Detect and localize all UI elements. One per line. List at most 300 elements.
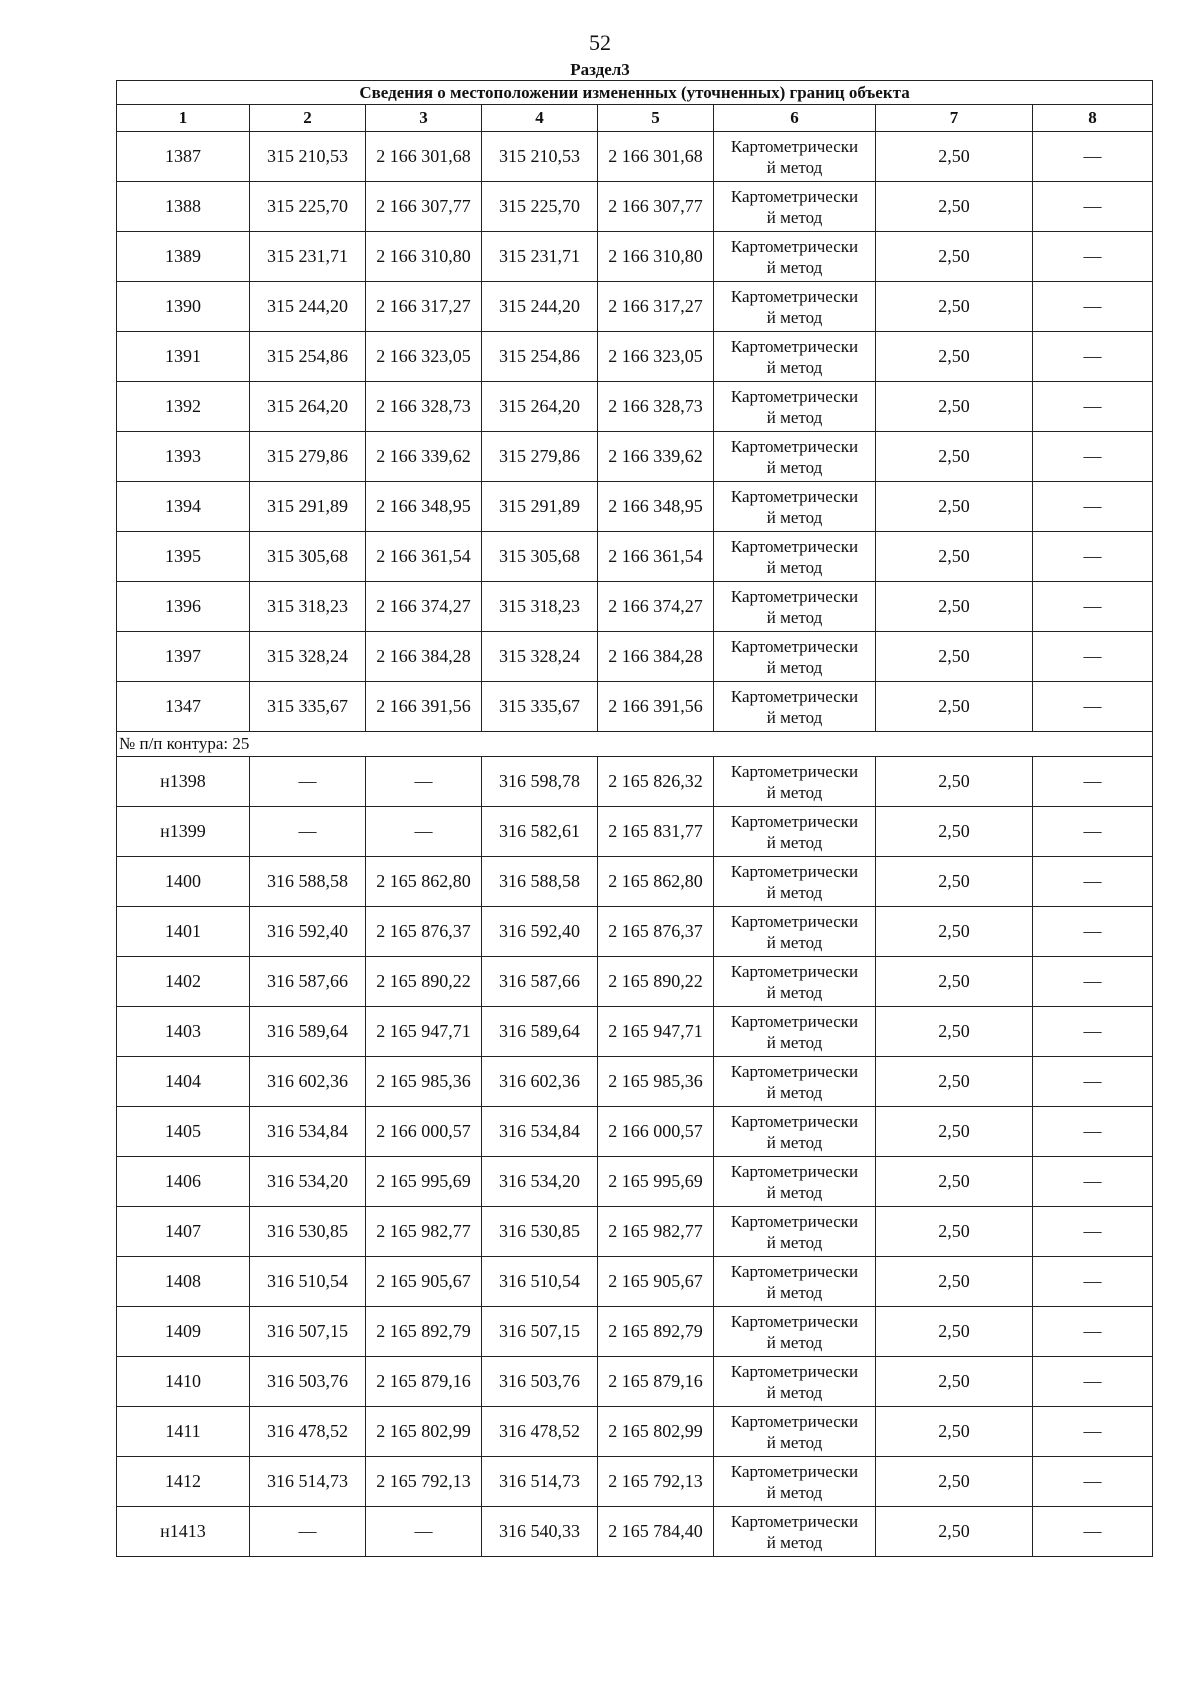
description-cell: — — [1033, 532, 1153, 582]
old-x-cell: 316 534,84 — [250, 1107, 366, 1157]
new-x-cell: 315 231,71 — [482, 232, 598, 282]
table-row — [117, 1257, 1153, 1307]
old-y-cell: 2 166 310,80 — [366, 232, 482, 282]
method-line-1: Картометрически — [730, 1011, 859, 1031]
method-cell — [714, 1507, 876, 1557]
old-x-cell: — — [250, 757, 366, 807]
description-cell: — — [1033, 757, 1153, 807]
method-cell — [714, 282, 876, 332]
table-row — [117, 482, 1153, 532]
old-y-cell: 2 165 879,16 — [366, 1357, 482, 1407]
new-y-cell: 2 165 892,79 — [598, 1307, 714, 1357]
old-y-cell: — — [366, 1507, 482, 1557]
method-cell — [714, 1307, 876, 1357]
new-y-cell: 2 166 310,80 — [598, 232, 714, 282]
description-cell: — — [1033, 482, 1153, 532]
table-row — [117, 1457, 1153, 1507]
method-line-1: Картометрически — [730, 536, 859, 556]
old-x-cell: 316 592,40 — [250, 907, 366, 957]
table-row — [117, 1057, 1153, 1107]
old-x-cell: 316 503,76 — [250, 1357, 366, 1407]
method-line-1: Картометрически — [730, 336, 859, 356]
accuracy-cell: 2,50 — [876, 1007, 1033, 1057]
method-cell — [714, 1257, 876, 1307]
method-cell — [714, 907, 876, 957]
method-line-1: Картометрически — [730, 686, 859, 706]
old-y-cell: 2 165 876,37 — [366, 907, 482, 957]
new-y-cell: 2 165 985,36 — [598, 1057, 714, 1107]
accuracy-cell: 2,50 — [876, 1257, 1033, 1307]
method-line-1: Картометрически — [730, 636, 859, 656]
column-header: 2 — [250, 105, 366, 132]
new-y-cell: 2 165 982,77 — [598, 1207, 714, 1257]
description-cell: — — [1033, 1357, 1153, 1407]
column-header: 6 — [714, 105, 876, 132]
table-row — [117, 432, 1153, 482]
old-x-cell: — — [250, 1507, 366, 1557]
old-x-cell: 315 291,89 — [250, 482, 366, 532]
new-x-cell: 316 507,15 — [482, 1307, 598, 1357]
method-line-2: й метод — [766, 557, 823, 577]
method-line-2: й метод — [766, 457, 823, 477]
contour-row — [117, 732, 1153, 757]
old-x-cell: 315 225,70 — [250, 182, 366, 232]
old-y-cell: 2 165 792,13 — [366, 1457, 482, 1507]
accuracy-cell: 2,50 — [876, 857, 1033, 907]
method-cell — [714, 382, 876, 432]
new-x-cell: 315 225,70 — [482, 182, 598, 232]
new-y-cell: 2 165 995,69 — [598, 1157, 714, 1207]
method-cell — [714, 182, 876, 232]
page-number: 52 — [589, 30, 611, 55]
method-line-1: Картометрически — [730, 1061, 859, 1081]
description-cell: — — [1033, 632, 1153, 682]
method-line-2: й метод — [766, 832, 823, 852]
new-x-cell: 315 305,68 — [482, 532, 598, 582]
description-cell: — — [1033, 432, 1153, 482]
old-y-cell: 2 166 323,05 — [366, 332, 482, 382]
new-y-cell: 2 165 890,22 — [598, 957, 714, 1007]
point-number-cell: 1395 — [117, 532, 250, 582]
method-line-1: Картометрически — [730, 486, 859, 506]
old-x-cell: 316 602,36 — [250, 1057, 366, 1107]
new-x-cell: 315 254,86 — [482, 332, 598, 382]
method-cell — [714, 1157, 876, 1207]
old-y-cell: 2 165 905,67 — [366, 1257, 482, 1307]
method-cell — [714, 1357, 876, 1407]
new-x-cell: 316 503,76 — [482, 1357, 598, 1407]
new-x-cell: 316 510,54 — [482, 1257, 598, 1307]
new-y-cell: 2 166 328,73 — [598, 382, 714, 432]
table-row — [117, 132, 1153, 182]
new-y-cell: 2 166 317,27 — [598, 282, 714, 332]
new-y-cell: 2 166 339,62 — [598, 432, 714, 482]
new-x-cell: 316 598,78 — [482, 757, 598, 807]
new-y-cell: 2 166 391,56 — [598, 682, 714, 732]
point-number-cell: 1406 — [117, 1157, 250, 1207]
method-line-1: Картометрически — [730, 1111, 859, 1131]
old-x-cell: 316 588,58 — [250, 857, 366, 907]
new-y-cell: 2 166 361,54 — [598, 532, 714, 582]
table-row — [117, 957, 1153, 1007]
method-cell — [714, 632, 876, 682]
new-y-cell: 2 166 307,77 — [598, 182, 714, 232]
table-row — [117, 182, 1153, 232]
point-number-cell: н1413 — [117, 1507, 250, 1557]
point-number-cell: 1388 — [117, 182, 250, 232]
description-cell: — — [1033, 1007, 1153, 1057]
method-line-2: й метод — [766, 1332, 823, 1352]
method-line-2: й метод — [766, 157, 823, 177]
contour-label: № п/п контура: 25 — [117, 732, 1153, 757]
method-line-1: Картометрически — [730, 1211, 859, 1231]
accuracy-cell: 2,50 — [876, 757, 1033, 807]
new-x-cell: 315 291,89 — [482, 482, 598, 532]
new-y-cell: 2 165 831,77 — [598, 807, 714, 857]
description-cell: — — [1033, 1057, 1153, 1107]
old-x-cell: 315 244,20 — [250, 282, 366, 332]
table-row — [117, 1207, 1153, 1257]
table-row — [117, 682, 1153, 732]
new-x-cell: 315 244,20 — [482, 282, 598, 332]
old-x-cell: 316 507,15 — [250, 1307, 366, 1357]
method-cell — [714, 857, 876, 907]
method-line-1: Картометрически — [730, 811, 859, 831]
table-row — [117, 1357, 1153, 1407]
old-y-cell: 2 166 000,57 — [366, 1107, 482, 1157]
method-line-2: й метод — [766, 1232, 823, 1252]
description-cell: — — [1033, 332, 1153, 382]
table-row — [117, 1157, 1153, 1207]
accuracy-cell: 2,50 — [876, 1357, 1033, 1407]
old-y-cell: — — [366, 807, 482, 857]
method-cell — [714, 582, 876, 632]
method-line-2: й метод — [766, 507, 823, 527]
point-number-cell: 1387 — [117, 132, 250, 182]
old-y-cell: 2 165 982,77 — [366, 1207, 482, 1257]
new-x-cell: 316 514,73 — [482, 1457, 598, 1507]
column-header: 4 — [482, 105, 598, 132]
method-line-2: й метод — [766, 1532, 823, 1552]
method-line-2: й метод — [766, 257, 823, 277]
old-y-cell: 2 166 384,28 — [366, 632, 482, 682]
new-x-cell: 315 335,67 — [482, 682, 598, 732]
old-y-cell: 2 165 862,80 — [366, 857, 482, 907]
old-y-cell: 2 165 892,79 — [366, 1307, 482, 1357]
new-y-cell: 2 166 374,27 — [598, 582, 714, 632]
point-number-cell: н1399 — [117, 807, 250, 857]
accuracy-cell: 2,50 — [876, 1157, 1033, 1207]
new-y-cell: 2 165 862,80 — [598, 857, 714, 907]
accuracy-cell: 2,50 — [876, 1457, 1033, 1507]
description-cell: — — [1033, 857, 1153, 907]
table-row — [117, 1407, 1153, 1457]
new-x-cell: 316 582,61 — [482, 807, 598, 857]
new-y-cell: 2 166 348,95 — [598, 482, 714, 532]
description-cell: — — [1033, 907, 1153, 957]
method-cell — [714, 957, 876, 1007]
new-y-cell: 2 165 792,13 — [598, 1457, 714, 1507]
old-x-cell: 315 231,71 — [250, 232, 366, 282]
accuracy-cell: 2,50 — [876, 532, 1033, 582]
old-x-cell: 315 210,53 — [250, 132, 366, 182]
old-y-cell: 2 166 328,73 — [366, 382, 482, 432]
old-y-cell: 2 166 348,95 — [366, 482, 482, 532]
old-x-cell: 316 514,73 — [250, 1457, 366, 1507]
old-x-cell: 316 534,20 — [250, 1157, 366, 1207]
method-line-2: й метод — [766, 782, 823, 802]
description-cell: — — [1033, 1507, 1153, 1557]
new-x-cell: 316 587,66 — [482, 957, 598, 1007]
method-cell — [714, 1407, 876, 1457]
point-number-cell: 1396 — [117, 582, 250, 632]
point-number-cell: 1401 — [117, 907, 250, 957]
description-cell: — — [1033, 1457, 1153, 1507]
new-x-cell: 315 264,20 — [482, 382, 598, 432]
point-number-cell: 1408 — [117, 1257, 250, 1307]
section-title: Раздел3 — [570, 60, 630, 79]
old-y-cell: 2 166 339,62 — [366, 432, 482, 482]
old-x-cell: 316 530,85 — [250, 1207, 366, 1257]
accuracy-cell: 2,50 — [876, 907, 1033, 957]
method-cell — [714, 1057, 876, 1107]
old-x-cell: 316 478,52 — [250, 1407, 366, 1457]
accuracy-cell: 2,50 — [876, 1407, 1033, 1457]
new-y-cell: 2 166 323,05 — [598, 332, 714, 382]
accuracy-cell: 2,50 — [876, 807, 1033, 857]
method-line-1: Картометрически — [730, 1311, 859, 1331]
point-number-cell: 1410 — [117, 1357, 250, 1407]
method-line-1: Картометрически — [730, 1161, 859, 1181]
point-number-cell: н1398 — [117, 757, 250, 807]
old-x-cell: 315 305,68 — [250, 532, 366, 582]
description-cell: — — [1033, 1157, 1153, 1207]
accuracy-cell: 2,50 — [876, 282, 1033, 332]
description-cell: — — [1033, 232, 1153, 282]
new-y-cell: 2 165 826,32 — [598, 757, 714, 807]
new-x-cell: 316 602,36 — [482, 1057, 598, 1107]
method-line-1: Картометрически — [730, 136, 859, 156]
description-cell: — — [1033, 682, 1153, 732]
new-y-cell: 2 165 876,37 — [598, 907, 714, 957]
method-line-2: й метод — [766, 707, 823, 727]
new-x-cell: 316 478,52 — [482, 1407, 598, 1457]
method-line-1: Картометрически — [730, 236, 859, 256]
column-header: 8 — [1033, 105, 1153, 132]
method-line-2: й метод — [766, 657, 823, 677]
method-line-2: й метод — [766, 982, 823, 1002]
method-line-1: Картометрически — [730, 386, 859, 406]
old-y-cell: 2 165 995,69 — [366, 1157, 482, 1207]
method-line-1: Картометрически — [730, 761, 859, 781]
old-x-cell: — — [250, 807, 366, 857]
old-y-cell: 2 165 985,36 — [366, 1057, 482, 1107]
method-line-1: Картометрически — [730, 286, 859, 306]
table-caption: Сведения о местоположении измененных (уточненных) границ объекта — [117, 81, 1153, 105]
new-x-cell: 315 279,86 — [482, 432, 598, 482]
old-y-cell: 2 165 802,99 — [366, 1407, 482, 1457]
old-x-cell: 315 335,67 — [250, 682, 366, 732]
point-number-cell: 1403 — [117, 1007, 250, 1057]
point-number-cell: 1391 — [117, 332, 250, 382]
old-x-cell: 315 328,24 — [250, 632, 366, 682]
method-cell — [714, 1107, 876, 1157]
accuracy-cell: 2,50 — [876, 182, 1033, 232]
description-cell: — — [1033, 1307, 1153, 1357]
method-line-2: й метод — [766, 207, 823, 227]
point-number-cell: 1397 — [117, 632, 250, 682]
method-cell — [714, 1457, 876, 1507]
table-row — [117, 907, 1153, 957]
column-header: 7 — [876, 105, 1033, 132]
method-line-1: Картометрически — [730, 1261, 859, 1281]
accuracy-cell: 2,50 — [876, 132, 1033, 182]
table-row — [117, 757, 1153, 807]
old-y-cell: 2 166 374,27 — [366, 582, 482, 632]
method-line-2: й метод — [766, 607, 823, 627]
column-header: 1 — [117, 105, 250, 132]
table-row — [117, 1107, 1153, 1157]
new-y-cell: 2 165 947,71 — [598, 1007, 714, 1057]
accuracy-cell: 2,50 — [876, 1057, 1033, 1107]
method-line-1: Картометрически — [730, 911, 859, 931]
new-y-cell: 2 165 802,99 — [598, 1407, 714, 1457]
new-x-cell: 316 530,85 — [482, 1207, 598, 1257]
method-cell — [714, 132, 876, 182]
method-cell — [714, 757, 876, 807]
new-x-cell: 315 210,53 — [482, 132, 598, 182]
old-x-cell: 316 589,64 — [250, 1007, 366, 1057]
point-number-cell: 1394 — [117, 482, 250, 532]
method-line-2: й метод — [766, 882, 823, 902]
method-cell — [714, 232, 876, 282]
accuracy-cell: 2,50 — [876, 1307, 1033, 1357]
table-row — [117, 632, 1153, 682]
method-line-2: й метод — [766, 1182, 823, 1202]
accuracy-cell: 2,50 — [876, 1507, 1033, 1557]
table-row — [117, 1007, 1153, 1057]
old-x-cell: 315 254,86 — [250, 332, 366, 382]
point-number-cell: 1389 — [117, 232, 250, 282]
method-line-1: Картометрически — [730, 1411, 859, 1431]
point-number-cell: 1409 — [117, 1307, 250, 1357]
method-cell — [714, 482, 876, 532]
point-number-cell: 1400 — [117, 857, 250, 907]
accuracy-cell: 2,50 — [876, 1107, 1033, 1157]
description-cell: — — [1033, 132, 1153, 182]
point-number-cell: 1392 — [117, 382, 250, 432]
point-number-cell: 1411 — [117, 1407, 250, 1457]
table-row — [117, 857, 1153, 907]
new-y-cell: 2 166 384,28 — [598, 632, 714, 682]
old-x-cell: 316 510,54 — [250, 1257, 366, 1307]
method-cell — [714, 432, 876, 482]
table-row — [117, 582, 1153, 632]
old-y-cell: 2 166 317,27 — [366, 282, 482, 332]
new-x-cell: 316 534,84 — [482, 1107, 598, 1157]
new-x-cell: 316 589,64 — [482, 1007, 598, 1057]
method-line-2: й метод — [766, 1032, 823, 1052]
table-row — [117, 282, 1153, 332]
old-x-cell: 315 279,86 — [250, 432, 366, 482]
method-line-2: й метод — [766, 1282, 823, 1302]
old-y-cell: 2 165 947,71 — [366, 1007, 482, 1057]
table-row — [117, 1507, 1153, 1557]
method-line-2: й метод — [766, 1482, 823, 1502]
new-x-cell: 315 318,23 — [482, 582, 598, 632]
column-header: 5 — [598, 105, 714, 132]
method-line-1: Картометрически — [730, 1361, 859, 1381]
method-line-1: Картометрически — [730, 1461, 859, 1481]
accuracy-cell: 2,50 — [876, 432, 1033, 482]
accuracy-cell: 2,50 — [876, 232, 1033, 282]
coordinates-table — [116, 80, 1153, 1557]
method-line-1: Картометрически — [730, 436, 859, 456]
accuracy-cell: 2,50 — [876, 382, 1033, 432]
method-line-2: й метод — [766, 307, 823, 327]
accuracy-cell: 2,50 — [876, 582, 1033, 632]
method-line-2: й метод — [766, 1382, 823, 1402]
description-cell: — — [1033, 1407, 1153, 1457]
description-cell: — — [1033, 807, 1153, 857]
table-row — [117, 332, 1153, 382]
old-y-cell: 2 166 361,54 — [366, 532, 482, 582]
point-number-cell: 1402 — [117, 957, 250, 1007]
description-cell: — — [1033, 957, 1153, 1007]
method-cell — [714, 807, 876, 857]
description-cell: — — [1033, 182, 1153, 232]
method-line-1: Картометрически — [730, 1511, 859, 1531]
new-x-cell: 316 588,58 — [482, 857, 598, 907]
description-cell: — — [1033, 582, 1153, 632]
point-number-cell: 1347 — [117, 682, 250, 732]
old-y-cell: — — [366, 757, 482, 807]
accuracy-cell: 2,50 — [876, 682, 1033, 732]
new-x-cell: 315 328,24 — [482, 632, 598, 682]
method-line-2: й метод — [766, 1082, 823, 1102]
point-number-cell: 1412 — [117, 1457, 250, 1507]
method-line-2: й метод — [766, 1432, 823, 1452]
accuracy-cell: 2,50 — [876, 482, 1033, 532]
method-cell — [714, 532, 876, 582]
table-row — [117, 382, 1153, 432]
accuracy-cell: 2,50 — [876, 332, 1033, 382]
table-row — [117, 1307, 1153, 1357]
new-y-cell: 2 165 905,67 — [598, 1257, 714, 1307]
old-y-cell: 2 165 890,22 — [366, 957, 482, 1007]
new-y-cell: 2 166 301,68 — [598, 132, 714, 182]
column-header: 3 — [366, 105, 482, 132]
table-row — [117, 232, 1153, 282]
accuracy-cell: 2,50 — [876, 957, 1033, 1007]
method-line-1: Картометрически — [730, 961, 859, 981]
description-cell: — — [1033, 282, 1153, 332]
old-x-cell: 315 264,20 — [250, 382, 366, 432]
new-y-cell: 2 165 879,16 — [598, 1357, 714, 1407]
old-y-cell: 2 166 301,68 — [366, 132, 482, 182]
table-body — [117, 132, 1153, 1557]
method-line-1: Картометрически — [730, 186, 859, 206]
point-number-cell: 1404 — [117, 1057, 250, 1107]
old-y-cell: 2 166 391,56 — [366, 682, 482, 732]
method-line-2: й метод — [766, 1132, 823, 1152]
old-y-cell: 2 166 307,77 — [366, 182, 482, 232]
method-line-2: й метод — [766, 357, 823, 377]
method-line-1: Картометрически — [730, 861, 859, 881]
method-line-1: Картометрически — [730, 586, 859, 606]
old-x-cell: 316 587,66 — [250, 957, 366, 1007]
point-number-cell: 1390 — [117, 282, 250, 332]
